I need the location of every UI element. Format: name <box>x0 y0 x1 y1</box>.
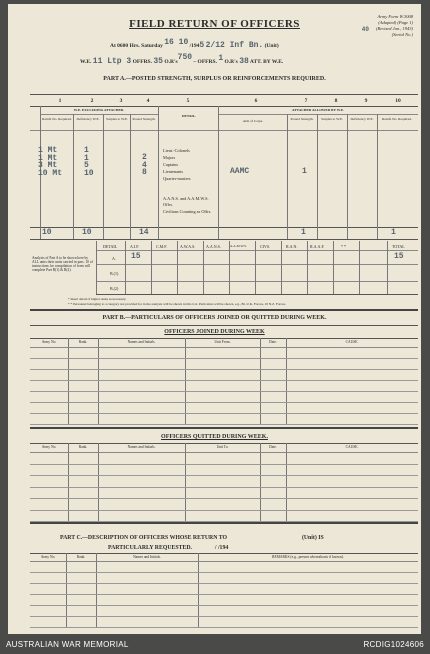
table-row <box>30 464 418 465</box>
table-row <box>30 413 418 414</box>
arm-value: AAMC <box>230 167 250 176</box>
analysis-row: B.(1) <box>110 271 119 276</box>
table-row <box>30 605 418 606</box>
unit-label: (Unit) <box>264 43 279 49</box>
col4-value: 4 <box>142 160 147 170</box>
col1-value: 10 Mt <box>38 168 63 178</box>
table-row <box>30 583 418 584</box>
table-row <box>30 521 418 522</box>
we-label: W.E. <box>80 59 92 65</box>
table-divider <box>185 338 186 424</box>
rank-label: Majors <box>163 155 176 160</box>
rank-label: Quarter-masters <box>163 176 191 181</box>
column-header: CAUSE. <box>345 340 359 344</box>
column-header: Rank. <box>78 445 88 449</box>
table-row <box>30 616 418 617</box>
total-col2: 10 <box>82 228 92 237</box>
form-adapted: (Adapted) (Page 1) <box>378 20 413 25</box>
total-value: 15 <box>394 252 404 261</box>
col-number: 4 <box>146 98 150 104</box>
column-header: Names and Initials. <box>127 340 156 344</box>
column-header: Rank. <box>76 555 86 559</box>
col1-value: 1 Mt <box>38 146 58 155</box>
serial-typed: 40 <box>361 26 369 33</box>
col-head: Posted Strength. <box>290 117 314 121</box>
form-serial: (Serial No.) <box>391 32 413 37</box>
detail-heading: DETAIL. <box>181 114 197 118</box>
att-posted-value: 1 <box>302 167 307 176</box>
table-row <box>30 510 418 511</box>
form-revised: (Revised Jan., 1943) <box>376 26 413 31</box>
page-title: FIELD RETURN OF OFFICERS <box>129 18 300 30</box>
col4-value: 2 <box>142 153 147 162</box>
col-head: Surplus to W.E. <box>106 117 128 121</box>
ors-typed: 750 <box>177 53 193 62</box>
col-head: Surplus to W.E. <box>321 117 343 121</box>
table-row <box>30 369 418 370</box>
column-header: Army No. <box>40 555 56 559</box>
table-row <box>30 424 418 425</box>
col4-value: 8 <box>142 168 147 177</box>
att-label: ATT. BY W.E. <box>249 59 284 65</box>
table-row <box>30 594 418 595</box>
col2-value: 1 <box>84 153 89 163</box>
total-col10: 1 <box>391 228 396 237</box>
column-header: Date. <box>269 340 277 344</box>
column-header: CAUSE. <box>345 445 359 449</box>
unit-typed: 2/12 Inf Bn. <box>205 41 264 50</box>
col-head: Deficiency W.E. <box>350 117 374 121</box>
col1-value: 3 Mt <box>38 161 58 170</box>
col-head: Arm of Corps. <box>242 119 264 123</box>
part-a-heading: PART A.—POSTED STRENGTH, SURPLUS OR REINFORCEMENTS REQUIRED. <box>103 76 326 82</box>
ors2-typed: 38 <box>239 57 249 66</box>
at-label: At 0600 Hrs. Saturday <box>110 43 163 49</box>
col-head: Reinfs No. Required. <box>382 117 412 121</box>
column-header: Names and Initials. <box>127 445 156 449</box>
rank-label: Lieutenants <box>163 169 184 174</box>
footnote: * * Personnel belonging to a category not provided for in the analysis will be shown in this Col. Particulars will be shown, e.g., Br. U.K. Forces, 10 N.Z. Forces. <box>68 302 286 306</box>
col-number: 5 <box>186 98 190 104</box>
army-form-number: Army Form W.3008 <box>377 14 413 19</box>
col2-value: 1 <box>84 146 89 155</box>
year-label: /194 <box>189 43 200 49</box>
analysis-col: A.W.A.S. <box>180 244 196 249</box>
total-col1: 10 <box>42 228 52 237</box>
ors-label: O.R's <box>164 59 178 65</box>
aif-value: 15 <box>131 252 141 261</box>
we-typed: 11 Ltp 3 <box>92 57 132 66</box>
column-header: Army No. <box>41 340 57 344</box>
col-number: 3 <box>119 98 123 104</box>
col-number: 8 <box>334 98 338 104</box>
joined-title: OFFICERS JOINED DURING WEEK <box>164 329 265 335</box>
table-row <box>30 475 418 476</box>
analysis-row: A. <box>112 256 116 261</box>
col-number: 6 <box>254 98 258 104</box>
offrs-typed: 35 <box>153 57 163 66</box>
col-number: 9 <box>364 98 368 104</box>
we-excl-heading: W.E. EXCLUDING ATTACHED. <box>73 108 125 112</box>
table-divider <box>260 338 261 424</box>
table-row <box>30 572 418 573</box>
footnote: * Insert detail of higher ranks as necessary. <box>68 297 127 301</box>
analysis-row: B.(2) <box>110 286 119 291</box>
rank-label: A.A.N.S. and A.A.M.W.S. Offrs. <box>163 196 209 207</box>
offrs2-typed: 1 <box>218 54 224 63</box>
offrs2-label: OFFRS. <box>197 59 217 65</box>
part-c-heading-2: PARTICULARLY REQUESTED. <box>108 545 192 551</box>
analysis-note: Analysis of Part A to be shown here by ALL units their units carried in pars. 10 of instructions for compilation of form will complete Part B(1) & B(2). <box>32 256 93 272</box>
analysis-col: A.I.F. <box>130 244 140 249</box>
analysis-col: A.A.M.W.S. <box>230 244 247 248</box>
table-row <box>30 358 418 359</box>
col-number: 7 <box>304 98 308 104</box>
col2-value: 5 <box>84 161 89 170</box>
analysis-col: DETAIL <box>103 244 118 249</box>
part-b-heading: PART B.—PARTICULARS OF OFFICERS JOINED OR QUITTED DURING WEEK. <box>102 315 327 321</box>
table-row <box>30 391 418 392</box>
footer-right: RCDIG1024606 <box>363 640 424 649</box>
analysis-col: R.A.N. <box>286 244 298 249</box>
analysis-col: CIVS. <box>260 244 271 249</box>
ors2-label: O.R's <box>224 59 238 65</box>
table-divider <box>286 338 287 424</box>
analysis-col: * * <box>341 244 346 249</box>
date-typed: 16 10 <box>164 38 189 47</box>
col-head: Posted Strength. <box>132 117 156 121</box>
table-row <box>30 380 418 381</box>
rank-label: Lieut.-Colonels <box>163 148 190 153</box>
rank-label: Captains <box>163 162 179 167</box>
col-number: 1 <box>58 98 62 104</box>
col-head: Reinfs No. Required. <box>42 117 72 121</box>
column-header: Names and Initials. <box>133 555 161 559</box>
footer-left: AUSTRALIAN WAR MEMORIAL <box>6 640 129 649</box>
column-header: REMARKS (e.g., present whereabouts if known). <box>272 555 344 559</box>
col-number: 2 <box>90 98 94 104</box>
table-row <box>30 627 418 628</box>
form-page: Army Form W.3008 (Adapted) (Page 1) (Revised Jan., 1943) (Serial No.) 40 FIELD RETURN OF OFFICERS At 0600 Hrs. Saturday 16 10 /1945 2/12 Inf Bn. (Unit) W.E. 11 Ltp 3 OFFRS. 35 O.R's750 – OFFRS. 1 O.R's 38 ATT. BY W.E. PART A.—POSTED STRENGTH, SURPLUS OR REINFORCEMENTS REQUIRED. 1 2 3 4 5 6 7 8 9 10 W.E. EXCLUDING ATTACHED. ATTACHED ALLOWED BY W.E. DETAIL. Reinfs No. Required. Deficiency W.E. Surplus to W.E. Posted Strength. Arm of Corps. Posted Strength. Surplus to W.E. Deficiency W.E. Reinfs No. Required. Lieut.-Colonels Majors Captains Lieutenants Quarter-masters A.A.N.S. and A.A.M.W.S. Offrs. Civilians Counting as Offrs. 1 Mt 1 Mt 3 Mt 10 Mt 1 1 5 10 2 4 8 AAMC 1 10 10 14 1 1 Analysis of Part A to be shown here by ALL units their units carried in pars. 10 of instructions for compilation of form will complete Part B(1) & B(2). DETAIL A.I.F. C.M.F. A.W.A.S. A.A.N.S. A.A.M.W.S. CIVS. R.A.N. R.A.A.F. * * TOTAL A. B.(1) B.(2) 15 15 * Insert detail of higher ranks as necessary. * * Personnel belonging to a category not provided for in the analysis will be shown in this Col. Particulars will be shown, e.g., Br. U.K. Forces, 10 N.Z. Forces. PART B.—PARTICULARS OF OFFICERS JOINED OR QUITTED DURING WEEK. OFFICERS JOINED DURING WEEK OFFICERS QUITTED DURING WEEK. PART C.—DESCRIPTION OF OFFICERS WHOSE RETURN TO (Unit) IS PARTICULARLY REQUESTED. / /194 Army No. Rank. Names and Initials. Unit From. Date. CAUSE. Army No. Rank. Names and Initials. Unit To. Date. CAUSE. Army No. Rank. Names and Initials. REMARKS (e.g., present whereabouts if known). <box>8 4 421 634</box>
part-c-unit: (Unit) IS <box>301 535 324 541</box>
analysis-col: R.A.A.F. <box>310 244 325 249</box>
col2-value: 10 <box>84 168 94 178</box>
table-row <box>30 487 418 488</box>
column-header: Date. <box>269 445 277 449</box>
quitted-title: OFFICERS QUITTED DURING WEEK. <box>161 434 268 440</box>
part-c-heading: PART C.—DESCRIPTION OF OFFICERS WHOSE RETURN TO <box>60 535 228 541</box>
column-header: Army No. <box>41 445 57 449</box>
col1-value: 1 Mt <box>38 153 58 163</box>
column-header: Unit From. <box>214 340 231 344</box>
part-c-date: / /194 <box>214 545 229 551</box>
column-header: Rank. <box>78 340 88 344</box>
table-divider <box>68 338 69 424</box>
table-divider <box>98 338 99 424</box>
rank-label: Civilians Counting as Offrs. <box>163 209 212 214</box>
total-col4: 14 <box>139 228 149 237</box>
attached-heading: ATTACHED ALLOWED BY W.E. <box>292 108 344 112</box>
column-header: Unit To. <box>216 445 229 449</box>
total-col7: 1 <box>301 228 306 237</box>
analysis-col: TOTAL <box>392 244 405 249</box>
table-row <box>30 498 418 499</box>
col-head: Deficiency W.E. <box>76 117 100 121</box>
offrs-label: OFFRS. <box>132 59 152 65</box>
year-typed: 5 <box>199 41 205 50</box>
analysis-col: C.M.F. <box>156 244 168 249</box>
analysis-col: A.A.N.S. <box>206 244 221 249</box>
table-row <box>30 402 418 403</box>
col-number: 10 <box>395 98 401 104</box>
